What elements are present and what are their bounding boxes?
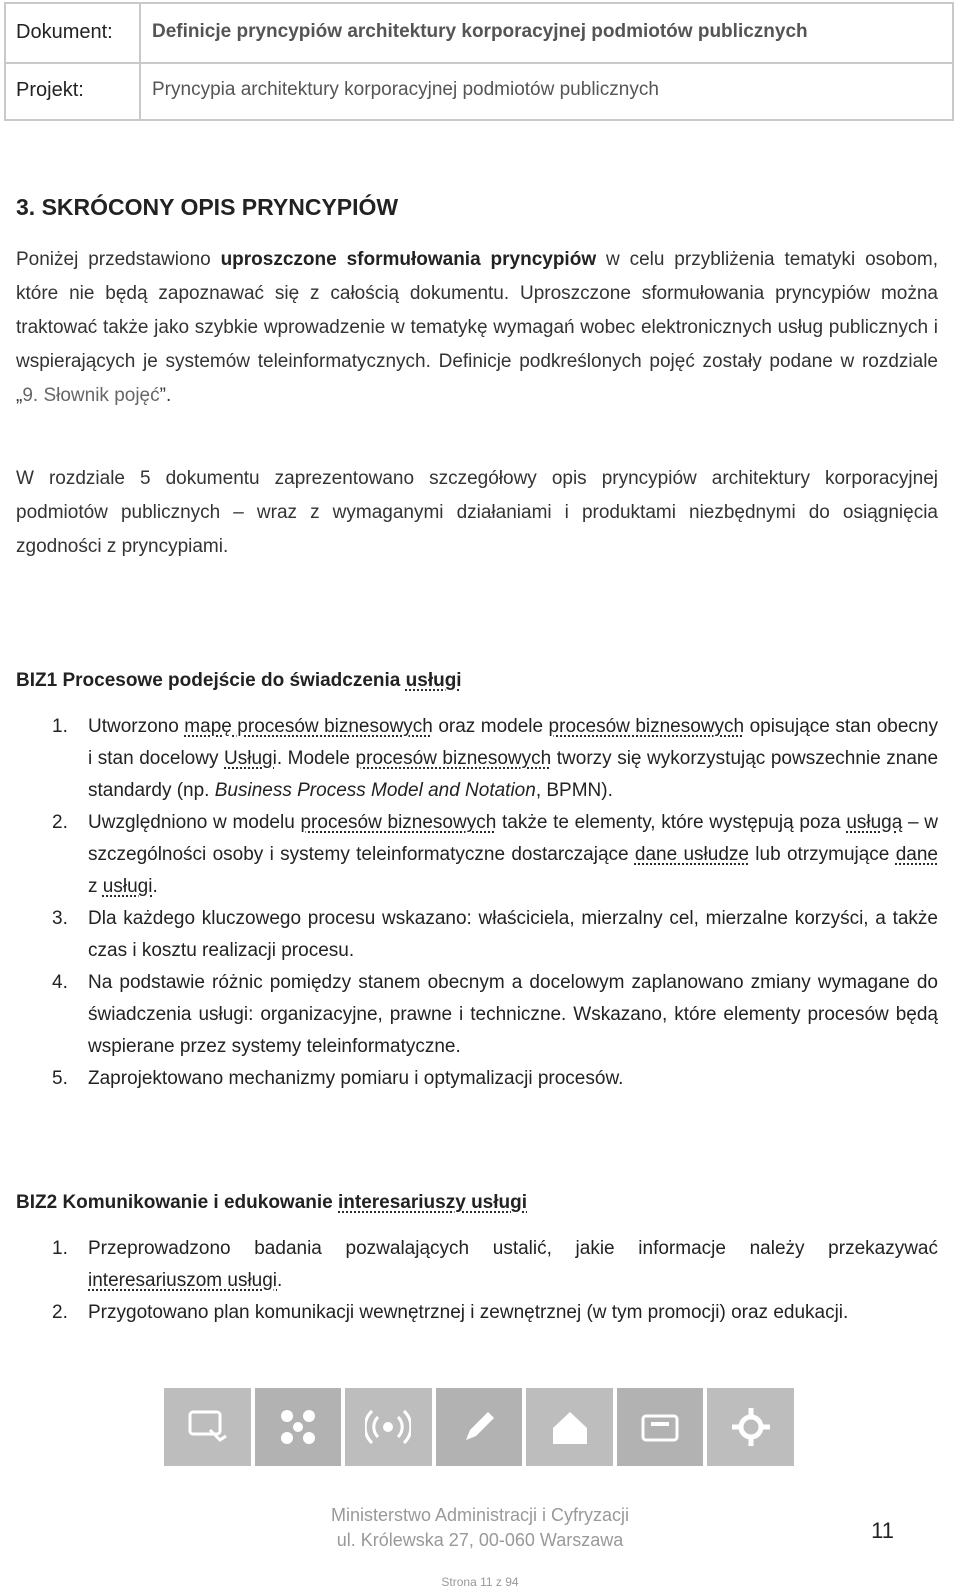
biz1-title bbox=[16, 670, 462, 692]
list-number: 1. bbox=[52, 1238, 68, 1259]
glossary-term: interesariuszom usługi bbox=[88, 1270, 278, 1291]
italic-text: Business Process Model and Notation bbox=[214, 780, 536, 801]
list-item bbox=[16, 1063, 938, 1095]
header-divider bbox=[139, 62, 141, 120]
header-divider bbox=[139, 4, 141, 62]
list-number: 2. bbox=[52, 812, 68, 833]
text-run: . bbox=[152, 876, 158, 897]
glossary-term: interesariuszy usługi bbox=[338, 1192, 528, 1213]
gear-icon bbox=[707, 1388, 794, 1466]
list-item bbox=[16, 807, 938, 903]
header-row-document bbox=[6, 4, 952, 64]
list-text: Przygotowano plan komunikacji wewnętrznej i zewnętrznej (w tym promocji) oraz edukacji. bbox=[88, 1302, 849, 1323]
network-dots-icon bbox=[255, 1388, 342, 1466]
glossary-term: usługi bbox=[405, 670, 462, 691]
page-number: 11 bbox=[871, 1518, 894, 1543]
list-number: 2. bbox=[52, 1302, 68, 1323]
text-run: lub otrzymujące bbox=[748, 844, 896, 865]
header-row-project bbox=[6, 62, 952, 120]
text-run: . Modele bbox=[276, 748, 356, 769]
document-label: Dokument: bbox=[16, 21, 113, 43]
list-item bbox=[16, 1297, 938, 1329]
list-text: Dla każdego kluczowego procesu wskazano: właściciela, mierzalny cel, mierzalne korzyści, a także czas i kosztu realizacji procesu. bbox=[88, 908, 938, 961]
text-run: także te elementy, które występują poza bbox=[496, 812, 847, 833]
biz2-title bbox=[16, 1192, 527, 1214]
list-item bbox=[16, 1233, 938, 1297]
glossary-term: mapę procesów biznesowych bbox=[184, 716, 433, 737]
page-of-total: Strona 11 z 94 bbox=[441, 1575, 519, 1589]
section-title: 3. SKRÓCONY OPIS PRYNCYPIÓW bbox=[16, 194, 399, 220]
house-icon bbox=[526, 1388, 613, 1466]
biz1-list bbox=[16, 711, 938, 1095]
glossary-link[interactable]: 9. Słownik pojęć bbox=[22, 385, 160, 406]
document-value: Definicje pryncypiów architektury korporacyjnej podmiotów publicznych bbox=[152, 21, 808, 42]
glossary-term: usługą bbox=[846, 812, 903, 833]
card-icon bbox=[617, 1388, 704, 1466]
footer-organization: Ministerstwo Administracji i Cyfryzacji bbox=[330, 1505, 630, 1525]
chapter-5-paragraph: W rozdziale 5 dokumentu zaprezentowano szczegółowy opis pryncypiów architektury korporacyjnej podmiotów publicznych – wraz z wymaganymi działaniami i produktami niezbędnymi do osiągnięcia zgodności z pryncypiami. bbox=[16, 468, 938, 557]
glossary-term: usługi bbox=[102, 876, 153, 897]
text-run: , BPMN). bbox=[535, 780, 613, 801]
text-run: – w szczególności osoby i systemy teleinformatyczne dostarczające bbox=[88, 812, 938, 865]
footer-banner bbox=[164, 1388, 794, 1466]
tablet-hand-icon bbox=[164, 1388, 251, 1466]
text-run: z bbox=[88, 876, 103, 897]
text-run: ”. bbox=[159, 385, 172, 406]
list-item bbox=[16, 903, 938, 967]
list-number: 1. bbox=[52, 716, 68, 737]
text-run: Utworzono bbox=[88, 716, 185, 737]
text-run: Uwzględniono w modelu bbox=[88, 812, 301, 833]
glossary-term: dane bbox=[895, 844, 938, 865]
glossary-term: procesów biznesowych bbox=[355, 748, 552, 769]
list-item bbox=[16, 967, 938, 1063]
text-run: Poniżej przedstawiono bbox=[16, 249, 221, 270]
text-run: Przeprowadzono badania pozwalających ustalić, jakie informacje należy przekazywać bbox=[88, 1238, 938, 1259]
project-value: Pryncypia architektury korporacyjnej podmiotów publicznych bbox=[152, 79, 659, 100]
title-text: BIZ2 Komunikowanie i edukowanie bbox=[16, 1192, 338, 1213]
text-run: w celu przybliżenia tematyki osobom, które nie będą zapoznawać się z całością dokumentu. Uproszczone sformułowania pryncypiów można traktować także jako szybkie wprowadzenie w tematykę wymagań wobec elektronicznych usług publicznych i wspierających je systemów teleinformatycznych. Definicje podkreślonych pojęć zostały podane w rozdziale „ bbox=[16, 249, 938, 406]
footer-address: ul. Królewska 27, 00-060 Warszawa bbox=[336, 1530, 624, 1550]
text-run: tworzy się wykorzystując powszechnie znane standardy (np. bbox=[88, 748, 939, 801]
wireless-signal-icon bbox=[345, 1388, 432, 1466]
title-text: BIZ1 Procesowe podejście do świadczenia bbox=[16, 670, 406, 691]
list-item bbox=[16, 711, 938, 807]
bold-text: uproszczone sformułowania pryncypiów bbox=[220, 249, 597, 270]
document-header-table bbox=[4, 2, 954, 121]
biz2-list bbox=[16, 1233, 938, 1329]
text-run: opisujące stan obecny i stan docelowy bbox=[88, 716, 938, 769]
glossary-term: Usługi bbox=[224, 748, 277, 769]
glossary-term: procesów biznesowych bbox=[548, 716, 745, 737]
glossary-term: procesów biznesowych bbox=[300, 812, 497, 833]
text-run: oraz modele bbox=[432, 716, 549, 737]
pencil-icon bbox=[436, 1388, 523, 1466]
list-number: 3. bbox=[52, 908, 68, 929]
list-text: Na podstawie różnic pomiędzy stanem obecnym a docelowym zaplanowano zmiany wymagane do świadczenia usługi: organizacyjne, prawne i techniczne. Wskazano, które elementy procesów będą wspierane przez systemy teleinformatyczne. bbox=[88, 972, 938, 1057]
project-label: Projekt: bbox=[16, 79, 84, 101]
list-number: 4. bbox=[52, 972, 68, 993]
glossary-term: dane usłudze bbox=[634, 844, 749, 865]
list-number: 5. bbox=[52, 1068, 68, 1089]
intro-paragraph bbox=[16, 243, 938, 413]
list-text: Zaprojektowano mechanizmy pomiaru i optymalizacji procesów. bbox=[88, 1068, 624, 1089]
text-run: . bbox=[277, 1270, 283, 1291]
